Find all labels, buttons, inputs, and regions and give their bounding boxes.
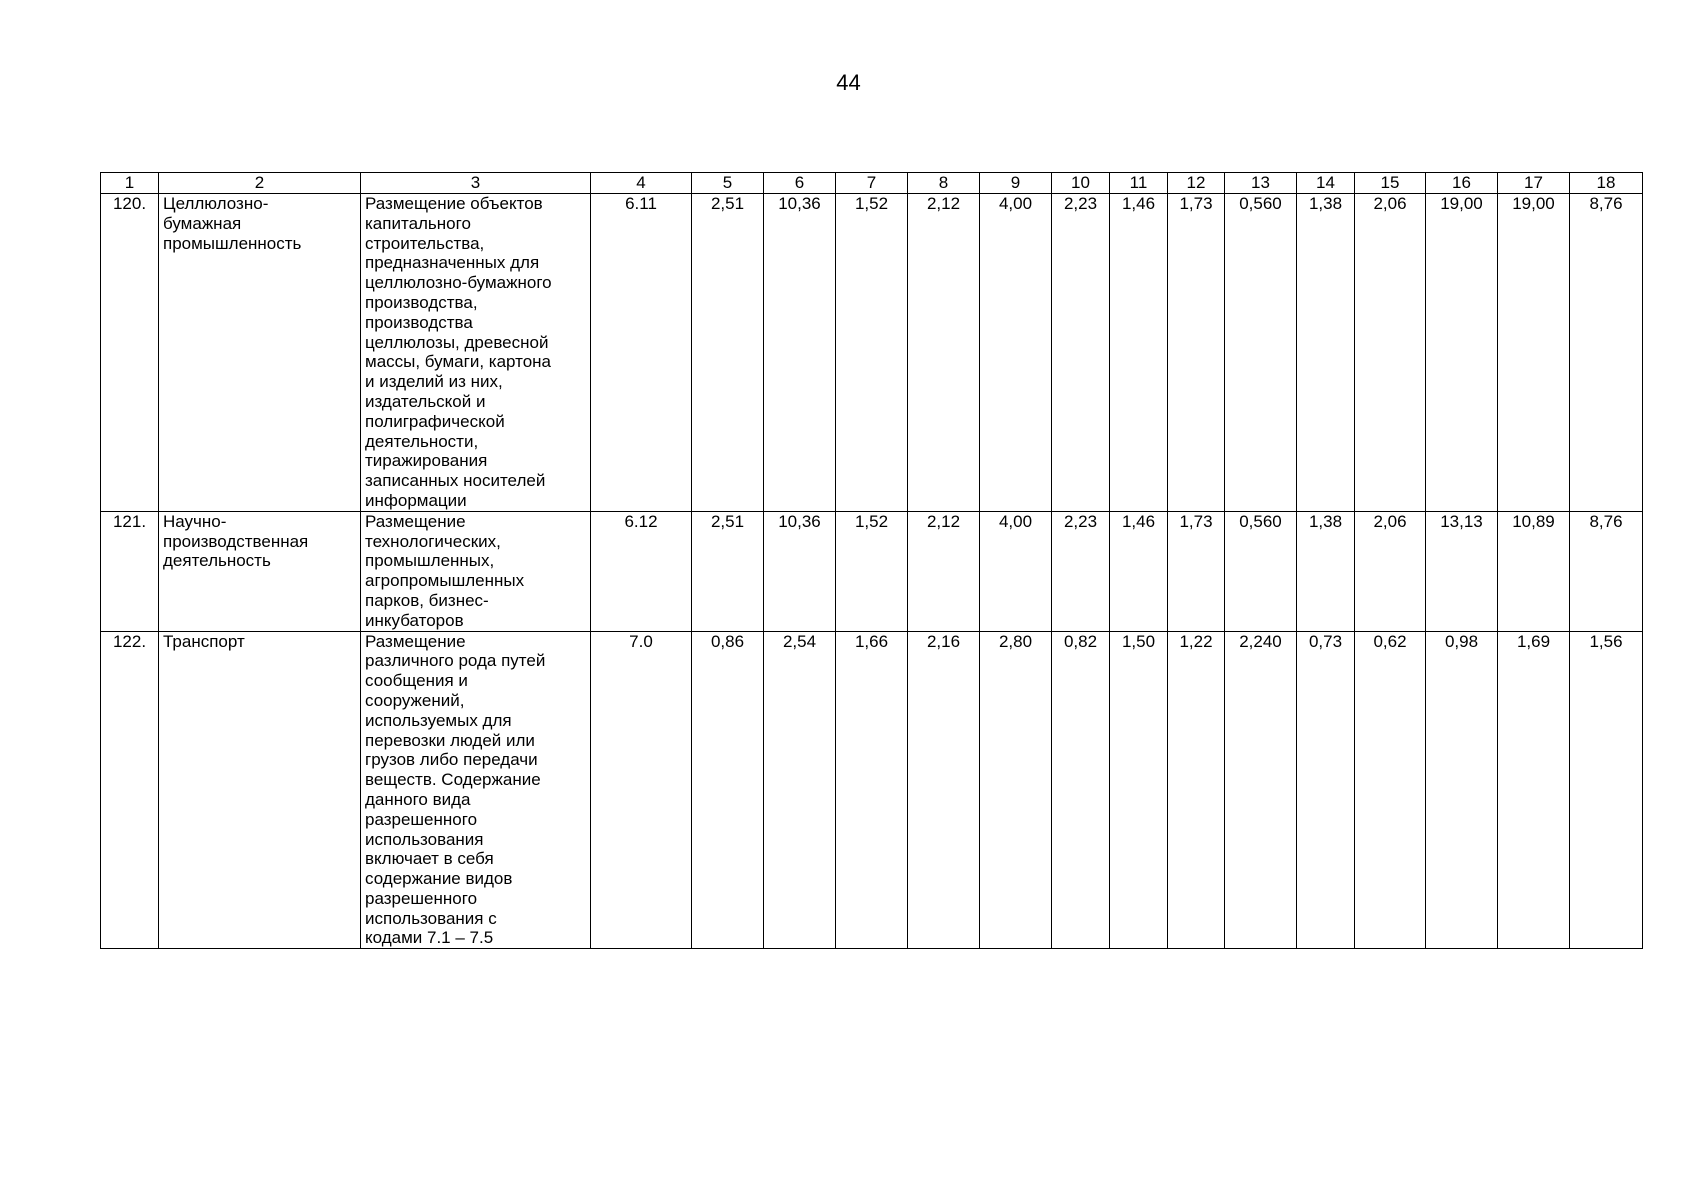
value-cell-col-14: 0,73 <box>1297 631 1355 949</box>
value-cell-col-11: 1,46 <box>1110 511 1168 631</box>
land-use-name-cell: Целлюлозно- бумажная промышленность <box>159 194 361 512</box>
column-header-7: 7 <box>836 173 908 194</box>
land-use-description-cell: Размещение технологических, промышленных, агропромышленных парков, бизнес- инкубаторов <box>361 511 591 631</box>
value-cell-col-17: 1,69 <box>1498 631 1570 949</box>
row-number-cell: 120. <box>101 194 159 512</box>
value-cell-col-4: 6.12 <box>591 511 692 631</box>
land-use-coefficients-table <box>100 172 1643 949</box>
value-cell-col-12: 1,73 <box>1168 194 1225 512</box>
column-header-11: 11 <box>1110 173 1168 194</box>
value-cell-col-11: 1,50 <box>1110 631 1168 949</box>
value-cell-col-15: 2,06 <box>1355 511 1426 631</box>
column-header-15: 15 <box>1355 173 1426 194</box>
value-cell-col-7: 1,66 <box>836 631 908 949</box>
value-cell-col-18: 8,76 <box>1570 194 1643 512</box>
land-use-name-cell: Транспорт <box>159 631 361 949</box>
value-cell-col-11: 1,46 <box>1110 194 1168 512</box>
table-row <box>101 631 1643 949</box>
table-row <box>101 511 1643 631</box>
value-cell-col-13: 0,560 <box>1225 511 1297 631</box>
column-header-6: 6 <box>764 173 836 194</box>
value-cell-col-6: 10,36 <box>764 511 836 631</box>
column-header-3: 3 <box>361 173 591 194</box>
value-cell-col-4: 6.11 <box>591 194 692 512</box>
land-use-description-cell: Размещение объектов капитального строительства, предназначенных для целлюлозно-бумажного производства, производства целлюлозы, древесной массы, бумаги, картона и изделий из них, издательской и полиграфической деятельности, тиражирования записанных носителей информации <box>361 194 591 512</box>
column-header-18: 18 <box>1570 173 1643 194</box>
value-cell-col-10: 2,23 <box>1052 194 1110 512</box>
value-cell-col-18: 1,56 <box>1570 631 1643 949</box>
value-cell-col-8: 2,12 <box>908 511 980 631</box>
column-header-14: 14 <box>1297 173 1355 194</box>
value-cell-col-5: 2,51 <box>692 511 764 631</box>
land-use-name-cell: Научно- производственная деятельность <box>159 511 361 631</box>
table-header-row <box>101 173 1643 194</box>
column-header-10: 10 <box>1052 173 1110 194</box>
value-cell-col-9: 2,80 <box>980 631 1052 949</box>
value-cell-col-9: 4,00 <box>980 511 1052 631</box>
value-cell-col-5: 2,51 <box>692 194 764 512</box>
value-cell-col-16: 13,13 <box>1426 511 1498 631</box>
value-cell-col-9: 4,00 <box>980 194 1052 512</box>
column-header-2: 2 <box>159 173 361 194</box>
value-cell-col-7: 1,52 <box>836 511 908 631</box>
value-cell-col-8: 2,16 <box>908 631 980 949</box>
value-cell-col-14: 1,38 <box>1297 511 1355 631</box>
column-header-9: 9 <box>980 173 1052 194</box>
value-cell-col-6: 10,36 <box>764 194 836 512</box>
column-header-4: 4 <box>591 173 692 194</box>
value-cell-col-12: 1,22 <box>1168 631 1225 949</box>
column-header-16: 16 <box>1426 173 1498 194</box>
value-cell-col-4: 7.0 <box>591 631 692 949</box>
value-cell-col-18: 8,76 <box>1570 511 1643 631</box>
value-cell-col-13: 2,240 <box>1225 631 1297 949</box>
value-cell-col-17: 10,89 <box>1498 511 1570 631</box>
value-cell-col-6: 2,54 <box>764 631 836 949</box>
column-header-12: 12 <box>1168 173 1225 194</box>
value-cell-col-10: 0,82 <box>1052 631 1110 949</box>
value-cell-col-12: 1,73 <box>1168 511 1225 631</box>
column-header-1: 1 <box>101 173 159 194</box>
value-cell-col-13: 0,560 <box>1225 194 1297 512</box>
page-number: 44 <box>836 70 861 95</box>
value-cell-col-16: 0,98 <box>1426 631 1498 949</box>
value-cell-col-17: 19,00 <box>1498 194 1570 512</box>
value-cell-col-10: 2,23 <box>1052 511 1110 631</box>
column-header-13: 13 <box>1225 173 1297 194</box>
table-row <box>101 194 1643 512</box>
value-cell-col-14: 1,38 <box>1297 194 1355 512</box>
value-cell-col-15: 0,62 <box>1355 631 1426 949</box>
column-header-17: 17 <box>1498 173 1570 194</box>
row-number-cell: 121. <box>101 511 159 631</box>
value-cell-col-16: 19,00 <box>1426 194 1498 512</box>
column-header-5: 5 <box>692 173 764 194</box>
value-cell-col-7: 1,52 <box>836 194 908 512</box>
value-cell-col-8: 2,12 <box>908 194 980 512</box>
column-header-8: 8 <box>908 173 980 194</box>
land-use-description-cell: Размещение различного рода путей сообщения и сооружений, используемых для перевозки людей или грузов либо передачи веществ. Содержание данного вида разрешенного использования включает в себя содержание видов разрешенного использования с кодами 7.1 – 7.5 <box>361 631 591 949</box>
value-cell-col-5: 0,86 <box>692 631 764 949</box>
value-cell-col-15: 2,06 <box>1355 194 1426 512</box>
row-number-cell: 122. <box>101 631 159 949</box>
